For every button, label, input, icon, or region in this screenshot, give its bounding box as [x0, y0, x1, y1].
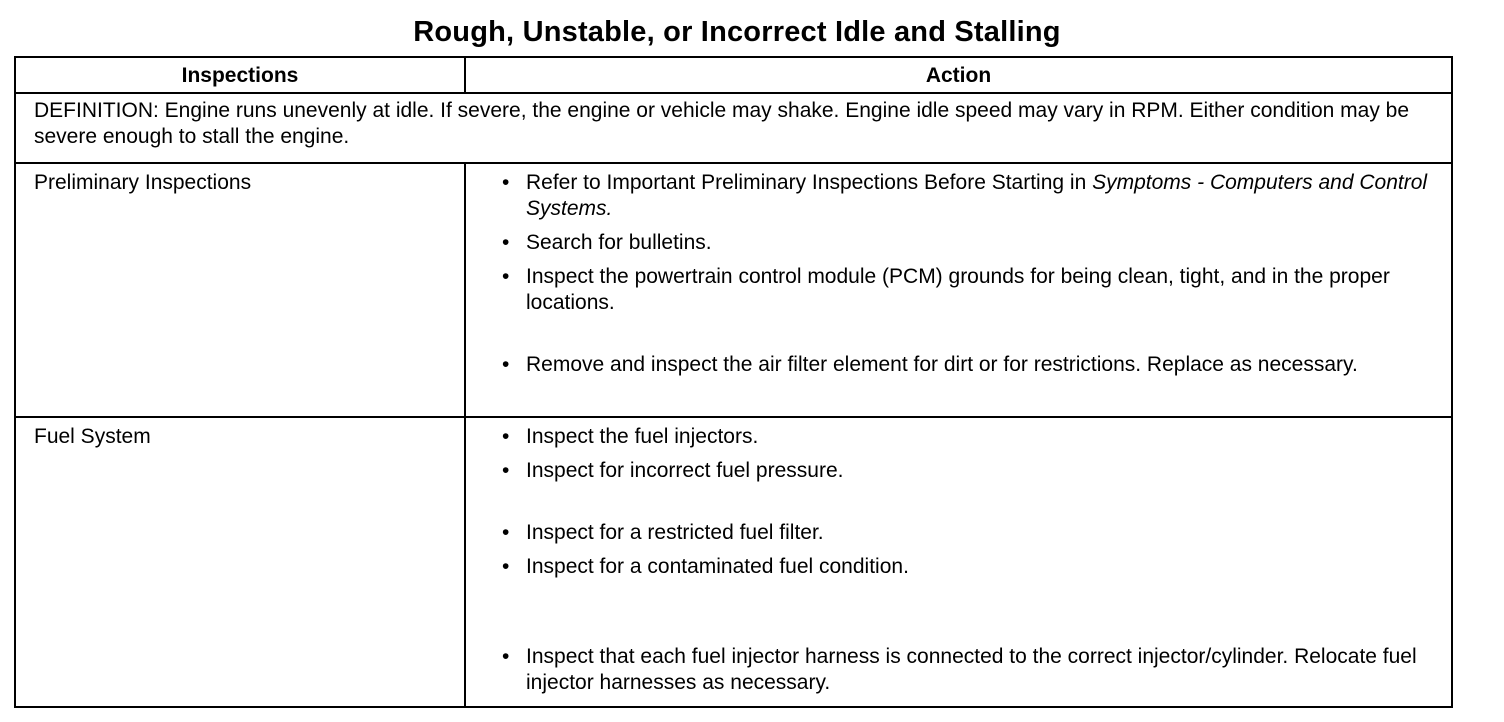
bullet-icon: •: [502, 171, 510, 194]
action-list: [502, 424, 1431, 696]
action-item: [502, 170, 1431, 222]
action-item: [502, 554, 1431, 580]
table-header-row: [15, 57, 1452, 93]
bullet-icon: •: [502, 555, 510, 578]
action-reference-italic: Symptoms - Computers and Control Systems.: [526, 171, 1428, 220]
action-text: Inspect for incorrect fuel pressure.: [526, 459, 844, 482]
action-item: [502, 424, 1431, 450]
action-item: [502, 520, 1431, 546]
action-item: [502, 644, 1431, 696]
action-text: Inspect for a contaminated fuel condition.: [526, 555, 909, 578]
table-row: [15, 417, 1452, 707]
action-text: Inspect the fuel injectors.: [526, 425, 759, 448]
action-text: Inspect for a restricted fuel filter.: [526, 521, 824, 544]
action-text: Inspect the powertrain control module (PCM) grounds for being clean, tight, and in the proper locations.: [526, 265, 1390, 314]
bullet-icon: •: [502, 645, 510, 668]
action-list: [502, 170, 1431, 378]
action-cell: [465, 417, 1452, 707]
inspections-column-header: Inspections: [15, 57, 465, 93]
inspection-label: Fuel System: [15, 417, 465, 707]
bullet-icon: •: [502, 425, 510, 448]
action-item: [502, 230, 1431, 256]
action-item: [502, 352, 1431, 378]
action-cell: [465, 163, 1452, 417]
action-item: [502, 264, 1431, 316]
action-text: Refer to Important Preliminary Inspections Before Starting in: [526, 171, 1093, 194]
definition-row: [15, 93, 1452, 163]
bullet-icon: •: [502, 231, 510, 254]
action-text: Search for bulletins.: [526, 231, 712, 254]
definition-text: DEFINITION: Engine runs unevenly at idle. If severe, the engine or vehicle may shake. Engine idle speed may vary in RPM. Either condition may be severe enough to stall the engine.: [15, 93, 1452, 163]
inspection-label: Preliminary Inspections: [15, 163, 465, 417]
action-text: Inspect that each fuel injector harness is connected to the correct injector/cylinder. Relocate fuel injector harnesses as necessary.: [526, 645, 1417, 694]
bullet-icon: •: [502, 353, 510, 376]
diagnostic-table: [14, 56, 1453, 708]
action-item: [502, 458, 1431, 484]
bullet-icon: •: [502, 521, 510, 544]
action-text: Remove and inspect the air filter element for dirt or for restrictions. Replace as necessary.: [526, 353, 1358, 376]
bullet-icon: •: [502, 265, 510, 288]
document-title: Rough, Unstable, or Incorrect Idle and Stalling: [413, 16, 1061, 48]
action-column-header: Action: [465, 57, 1452, 93]
table-row: [15, 163, 1452, 417]
bullet-icon: •: [502, 459, 510, 482]
